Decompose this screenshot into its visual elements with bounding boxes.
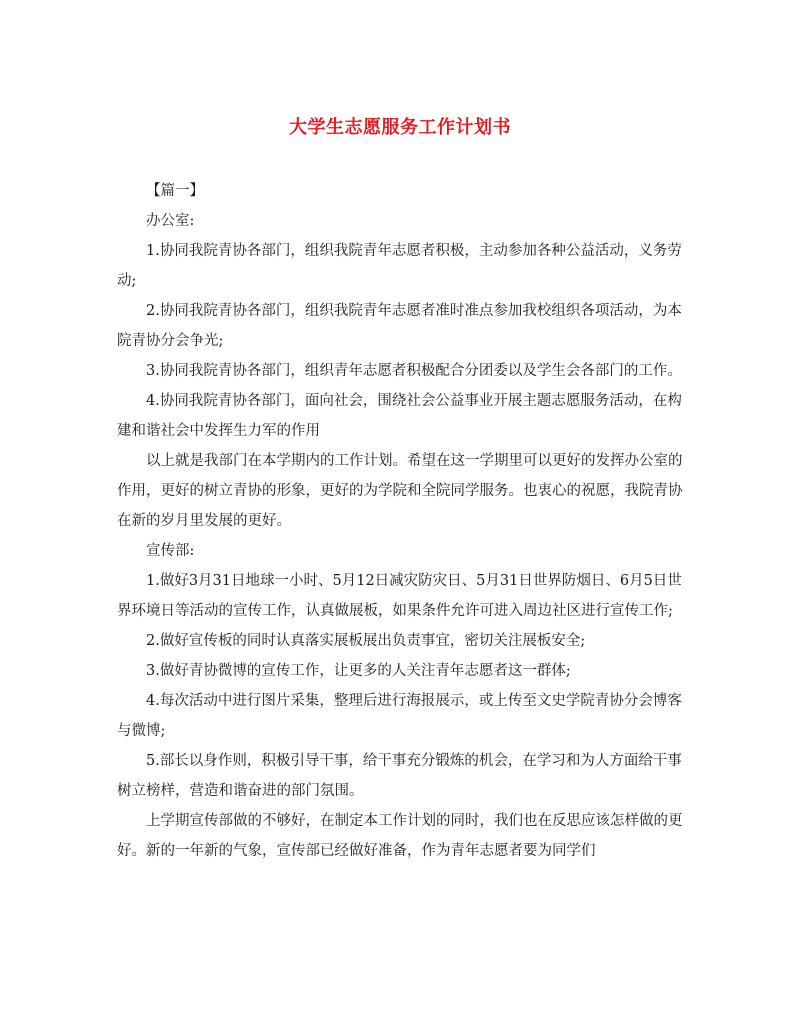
section-heading-part-one: 【篇一】 bbox=[146, 183, 204, 199]
office-item-4: 4.协同我院青协各部门，面向社会，围绕社会公益事业开展主题志愿服务活动，在构建和谐社会中发挥生力军的作用 bbox=[117, 393, 682, 439]
publicity-item-5: 5.部长以身作则，积极引导干事，给干事充分锻炼的机会，在学习和为人方面给干事树立榜样，营造和谐奋进的部门氛围。 bbox=[117, 753, 682, 799]
document-body bbox=[117, 176, 685, 866]
document-title: 大学生志愿服务工作计划书 bbox=[289, 117, 511, 138]
publicity-item-4: 4.每次活动中进行图片采集，整理后进行海报展示，或上传至文史学院青协分会博客与微博; bbox=[117, 693, 682, 739]
publicity-item-2: 2.做好宣传板的同时认真落实展板展出负责事宜，密切关注展板安全; bbox=[146, 633, 586, 649]
office-item-3: 3.协同我院青协各部门，组织青年志愿者积极配合分团委以及学生会各部门的工作。 bbox=[146, 363, 682, 379]
office-summary: 以上就是我部门在本学期内的工作计划。希望在这一学期里可以更好的发挥办公室的作用，更好的树立青协的形象，更好的为学院和全院同学服务。也衷心的祝愿，我院青协在新的岁月里发展的更好。 bbox=[117, 453, 683, 529]
section-heading-publicity: 宣传部: bbox=[146, 543, 195, 559]
publicity-item-1: 1.做好3月31日地球一小时、5月12日减灾防灾日、5月31日世界防烟日、6月5日世界环境日等活动的宣传工作，认真做展板，如果条件允许可进入周边社区进行宣传工作; bbox=[117, 573, 682, 619]
office-item-1: 1.协同我院青协各部门，组织我院青年志愿者积极，主动参加各种公益活动，义务劳动; bbox=[117, 243, 682, 289]
publicity-summary: 上学期宣传部做的不够好，在制定本工作计划的同时，我们也在反思应该怎样做的更好。新的一年新的气象，宣传部已经做好准备，作为青年志愿者要为同学们 bbox=[117, 813, 683, 859]
publicity-item-3: 3.做好青协微博的宣传工作，让更多的人关注青年志愿者这一群体; bbox=[146, 663, 571, 679]
section-heading-office: 办公室: bbox=[146, 213, 195, 229]
office-item-2: 2.协同我院青协各部门，组织我院青年志愿者准时准点参加我校组织各项活动，为本院青协分会争光; bbox=[117, 303, 682, 349]
